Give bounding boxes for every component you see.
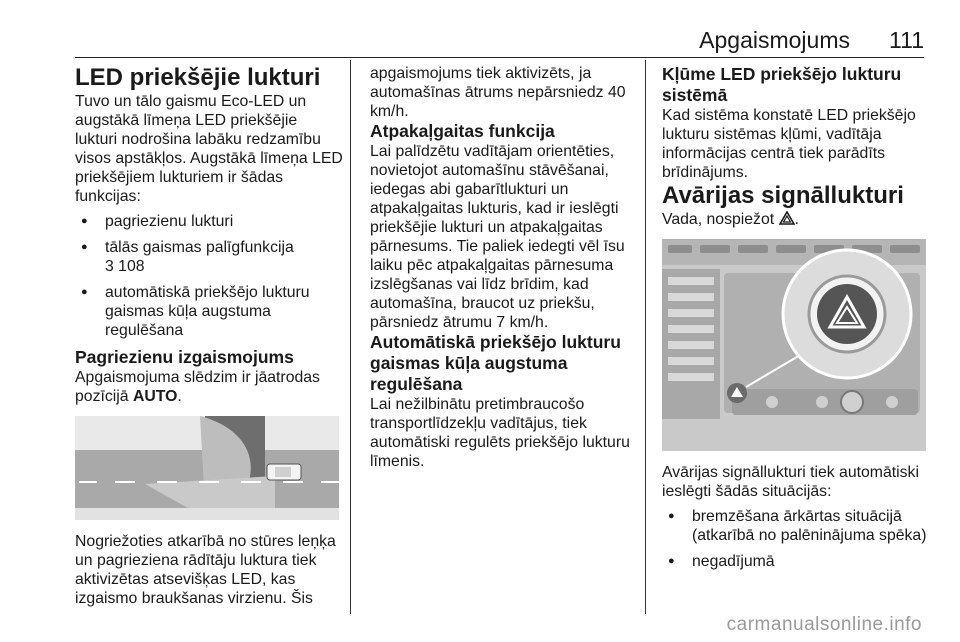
subheading: Pagriezienu izgaismojums [75, 347, 294, 367]
paragraph: Kad sistēma konstatē LED priekšējo lukturu sistēmas kļūmi, vadītāja informācijas centrā tiek parādīts brīdinājums. [662, 107, 916, 181]
section-heading: Avārijas signāllukturi [662, 182, 904, 209]
subheading: Automātiskā priekšējo lukturu gaismas kūļa augstuma regulēšana [370, 332, 621, 394]
watermark: carmanualsonline.info [726, 614, 922, 635]
list-item: ● bremzēšana ārkārtas situācijā (atkarībā no palēninājuma spēka) [662, 507, 927, 545]
page-header [0, 0, 960, 60]
subheading: Atpakaļgaitas funkcija [370, 121, 555, 141]
feature-list [75, 212, 343, 340]
page-number: 111 [889, 27, 924, 53]
paragraph: Avārijas signāllukturi tiek automātiski ieslēgti šādās situācijās: [662, 464, 919, 500]
column-3 [662, 64, 927, 578]
paragraph: Vada, nospiežot . [662, 211, 799, 228]
column-2 [370, 64, 640, 471]
list-item: ● negadījumā [662, 552, 927, 571]
column-divider [645, 60, 646, 614]
hazard-triangle-icon [779, 211, 795, 225]
intro-paragraph: Tuvo un tālo gaismu Eco-LED un augstākā līmeņa LED priekšējie lukturi nodrošina labāku redzamību visos apstākļos. Augstākā līmeņa LED priekšējiem lukturiem ir šādas funkcijas: [75, 93, 343, 205]
column-divider [350, 60, 351, 614]
column-1 [75, 64, 343, 608]
paragraph: Nogriežoties atkarībā no stūres leņķa un pagrieziena rādītāju luktura tiek aktivizētas atsevišķas LED, kas izgaismo braukšanas virzienu. Šis [75, 533, 336, 607]
page-ref-link[interactable]: 3 108 [105, 258, 145, 275]
paragraph: Lai palīdzētu vadītājam orientēties, novietojot automašīnu stāvēšanai, iedegas abi gabarītlukturi un atpakaļgaitas lukturis, kad ir ieslēgti priekšējie lukturi un atpakaļgaitas pārnesums. Tie paliek iedegti vēl īsu laiku pēc atpakaļgaitas pārnesuma izslēgšanas vai līdz brīdim, kad automašīna, braucot uz priekšu, pārsniedz ātrumu 7 km/h. [370, 143, 625, 331]
header-title: Apgaismojums [699, 27, 850, 53]
subheading: Kļūme LED priekšējo lukturu sistēmā [662, 64, 902, 105]
situation-list [662, 507, 927, 571]
header-rule [75, 57, 924, 58]
paragraph: Lai nežilbinātu pretimbraucošo transportlīdzekļu vadītājus, tiek automātiski regulēts priekšējo lukturu līmenis. [370, 396, 630, 470]
section-heading: LED priekšējie lukturi [75, 64, 321, 91]
hazard-switch-illustration [662, 239, 926, 451]
paragraph: apgaismojums tiek aktivizēts, ja automašīnas ātrums nepārsniedz 40 km/h. [370, 65, 626, 120]
cornering-light-illustration [75, 416, 339, 520]
list-item: ● automātiskā priekšējo lukturu gaismas kūļa augstuma regulēšana [75, 283, 343, 340]
list-item: ● tālās gaismas palīgfunkcija 3 108 [75, 238, 343, 276]
list-item: ● pagriezienu lukturi [75, 212, 343, 231]
paragraph: Apgaismojuma slēdzim ir jāatrodas pozīcijā AUTO. [75, 369, 320, 405]
